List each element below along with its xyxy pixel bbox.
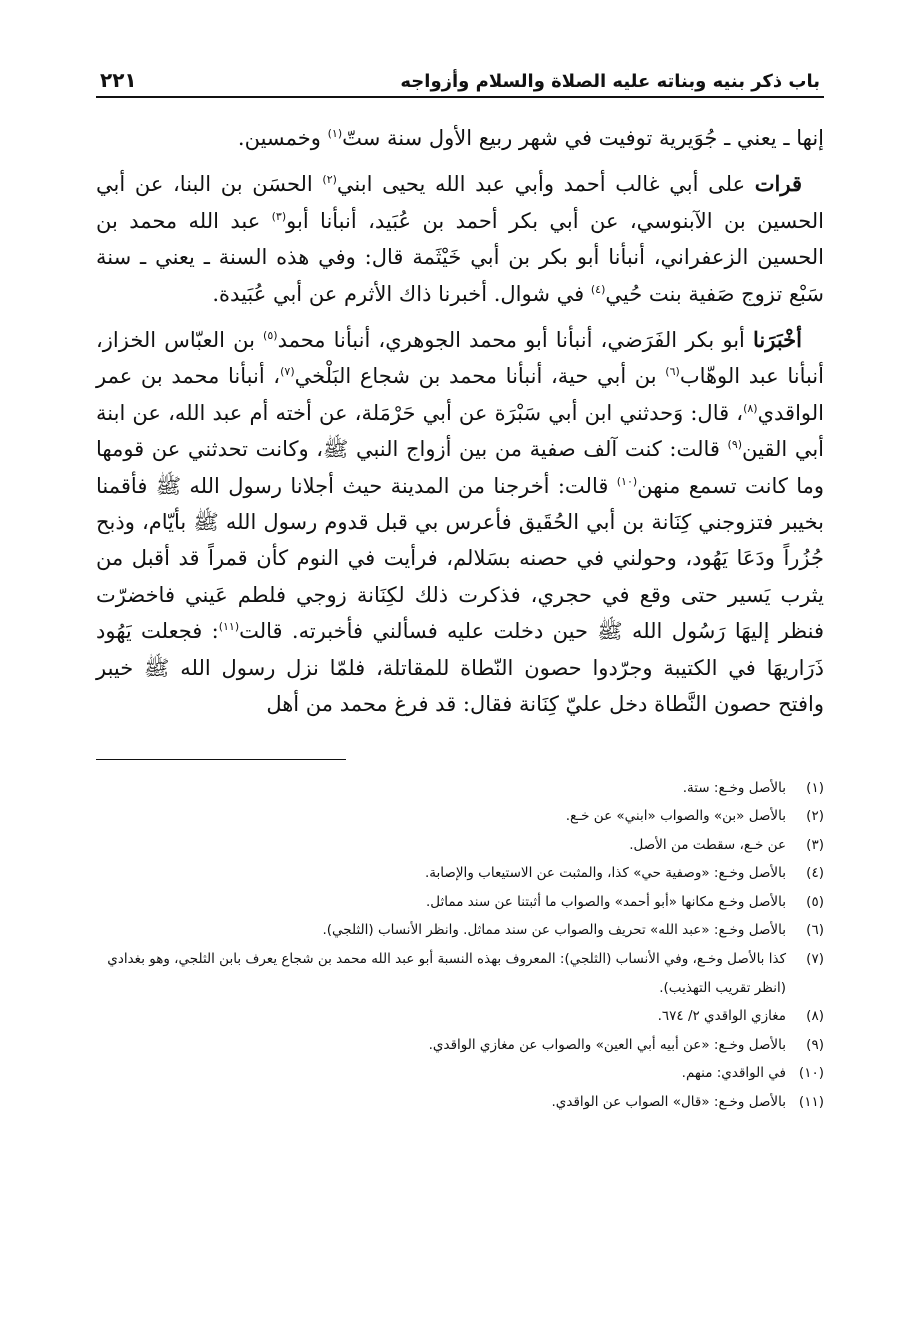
footnote-item	[96, 802, 824, 831]
footnote-number: (٦)	[806, 922, 824, 939]
footnote-marker[interactable]: (٨)	[743, 401, 758, 415]
footnote-text: بالأصل وخـع: «وصفية حي» كذا، والمثبت عن الاستيعاب والإصابة.	[425, 865, 786, 882]
text-run: على أبي غالب أحمد وأبي عبد الله يحيى ابني	[336, 172, 755, 197]
text-run: بن أبي حية، أنبأنا محمد بن شجاع البَلْخي	[294, 364, 666, 389]
footnote-number: (٣)	[806, 836, 824, 853]
footnote-text: كذا بالأصل وخـع، وفي الأنساب (الثلجي): المعروف بهذه النسبة أبو عبد الله محمد بن شجاع يعرف بابن الثلجي، وهو بغدادي (انظر تقريب التهذيب).	[107, 951, 786, 996]
paragraph-lead-word: قرات	[754, 171, 803, 197]
footnote-marker[interactable]: (٣)	[271, 209, 287, 223]
footnote-item	[96, 1031, 824, 1060]
footnote-text: بالأصل «بن» والصواب «ابني» عن خـع.	[565, 808, 786, 825]
footnote-text: بالأصل وخـع: ستة.	[682, 779, 786, 796]
footnote-item	[96, 774, 824, 803]
footnote-number: (٨)	[806, 1008, 824, 1025]
footnote-item	[96, 1059, 824, 1088]
text-run: ، أنبأنا محمد بن عمر الواقدي	[96, 364, 824, 425]
footnote-item	[96, 1002, 824, 1031]
footnote-item	[96, 945, 824, 1002]
footnote-marker[interactable]: (١)	[327, 127, 343, 140]
footnote-number: (٧)	[806, 951, 824, 968]
footnote-item	[96, 916, 824, 945]
footnote-marker[interactable]: (٢)	[322, 173, 337, 187]
page-header	[96, 56, 824, 98]
text-run: الحسَن بن البنا، عن أبي الحسين بن الآبنوسي، عن أبي بكر أحمد بن عُبَيد، أنبأنا أبو	[96, 172, 824, 233]
footnote-marker[interactable]: (١١)	[218, 620, 240, 634]
footnote-number: (١٠)	[798, 1065, 824, 1082]
text-run: قالت: كنت آلف صفية من بين أزواج النبي ﷺ، وكانت تحدثني عن قومها وما كانت تسمع منهن	[96, 437, 824, 498]
footnote-item	[96, 859, 824, 888]
page-number: ٢٢١	[100, 68, 137, 92]
footnote-number: (٤)	[806, 865, 824, 882]
footnote-marker[interactable]: (٤)	[590, 282, 606, 296]
paragraph-lead-word: أخْبَرَنا	[753, 327, 802, 353]
footnote-marker[interactable]: (٥)	[263, 329, 278, 343]
running-title: باب ذكر بنيه وبناته عليه الصلاة والسلام وأزواجه	[400, 71, 820, 92]
footnote-number: (٩)	[806, 1036, 824, 1053]
text-paragraph	[96, 166, 824, 312]
footnote-marker[interactable]: (٦)	[665, 365, 680, 379]
footnote-text: مغازي الواقدي ٢/ ٦٧٤.	[657, 1008, 786, 1025]
footnote-text: بالأصل وخـع مكانها «أبو أحمد» والصواب ما أثبتنا عن سند مماثل.	[426, 893, 786, 910]
footnote-number: (٥)	[806, 893, 824, 910]
text-run: أبو بكر الفَرَضي، أنبأنا أبو محمد الجوهري، أنبأنا محمد	[277, 328, 754, 353]
text-run: قالت: أخرجنا من المدينة حيث أجلانا رسول الله ﷺ فأقمنا بخيبر فتزوجني كِنَانة بن أبي الحُقَيق فأعرس بي قبل قدوم رسول الله ﷺ بأيّام، وذبح جُزُراً ودَعَا يَهُود، وحولني في حصنه بسَلالم، فرأيت في النوم كأن قمراً قد أقبل من يثرب يَسير حتى وقع في حجري، فذكرت ذلك لكِنَانة زوجي فلطم عَيني فاخضرّت فنظر إليهَا رَسُول الله ﷺ حين دخلت عليه فسألني فأخبرته. قالت	[96, 473, 824, 644]
text-run: بن العبّاس الخزاز، أنبأنا عبد الوهّاب	[96, 328, 824, 389]
footnote-separator	[96, 759, 346, 760]
footnote-text: في الواقدي: منهم.	[681, 1065, 786, 1082]
main-text	[96, 120, 824, 723]
footnote-number: (٢)	[806, 808, 824, 825]
footnote-text: بالأصل وخـع: «عن أبيه أبي العين» والصواب عن مغازي الواقدي.	[428, 1036, 786, 1053]
text-run: : فجعلت يَهُود ذَرَاريهَا في الكتيبة وجرّدوا حصون النّطاة للمقاتلة، فلمّا نزل رسول الله ﷺ خيبر وافتح حصون النَّطاة دخل عليّ كِنَانة فقال: قد فرغ محمد من أهل	[96, 619, 824, 717]
footnote-text: بالأصل وخـع: «عبد الله» تحريف والصواب عن سند مماثل. وانظر الأنساب (الثلجي).	[322, 922, 786, 939]
footnote-item	[96, 888, 824, 917]
footnote-item	[96, 1088, 824, 1117]
footnote-marker[interactable]: (٩)	[727, 438, 743, 452]
text-paragraph	[96, 322, 824, 722]
footnote-number: (١)	[806, 779, 824, 796]
footnote-text: عن خـع، سقطت من الأصل.	[629, 836, 786, 853]
footnote-marker[interactable]: (٧)	[280, 365, 295, 379]
text-run: وخمسين.	[237, 126, 328, 150]
text-run: في شوال. أخبرنا ذاك الأثرم عن أبي عُبَيدة.	[212, 281, 591, 306]
text-run: إنها ـ يعني ـ جُوَيرية توفيت في شهر ربيع الأول سنة ستّ	[342, 126, 824, 150]
text-run: عبد الله محمد بن الحسين الزعفراني، أنبأنا أبو بكر بن أبي خَيْثَمة قال: وفي هذه السنة ـ يعني ـ سنة سَبْع تزوج صَفية بنت حُيي	[96, 208, 824, 306]
footnote-text: بالأصل وخـع: «قال» الصواب عن الواقدي.	[551, 1094, 786, 1111]
text-paragraph	[96, 120, 824, 156]
footnote-number: (١١)	[798, 1094, 824, 1111]
text-run: ، قال: وَحدثني ابن أبي سَبْرَة عن أبي حَرْمَلة، عن أخته أم عبد الله، عن ابنة أبي القين	[96, 400, 825, 462]
footnote-marker[interactable]: (١٠)	[616, 474, 638, 488]
footnote-item	[96, 831, 824, 860]
footnotes	[96, 774, 824, 1117]
